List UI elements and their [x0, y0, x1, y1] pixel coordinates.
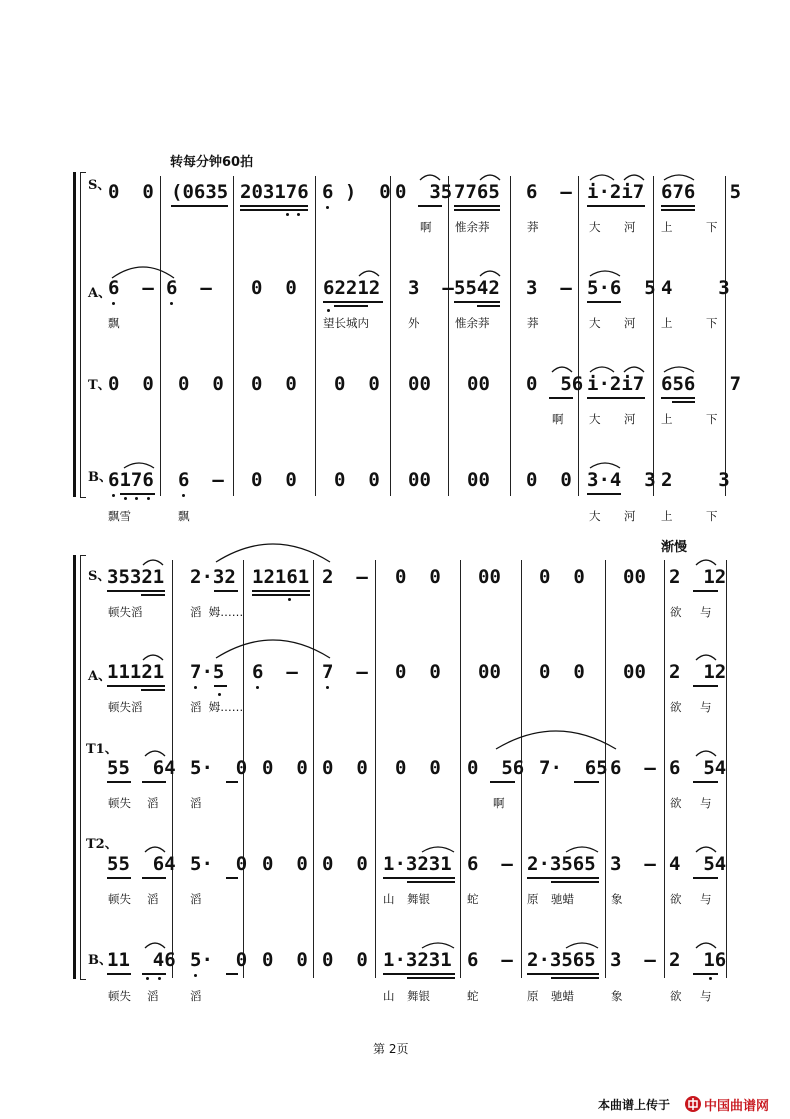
lyric: 惟余莽: [455, 220, 490, 234]
note-cell: 0 0: [262, 853, 308, 875]
slur: [494, 727, 618, 751]
barline: [375, 560, 376, 978]
underline: [661, 205, 695, 207]
note-cell: 0 0: [108, 373, 154, 395]
underline: [551, 881, 599, 883]
low-dot: [147, 497, 150, 500]
low-dot: [297, 213, 300, 216]
underline: [527, 973, 599, 975]
note-cell: 7·5: [190, 661, 225, 683]
part-label-tenor-1: T1、: [86, 742, 118, 757]
slur: [550, 362, 574, 374]
note-cell: 00: [623, 566, 646, 588]
lyric: 山: [383, 892, 395, 906]
lyric: 舞银: [407, 989, 430, 1003]
note-cell: 0 0: [251, 469, 297, 491]
lyric: 飘: [178, 509, 190, 523]
slur: [418, 170, 442, 182]
slur: [588, 458, 622, 470]
lyric: 飘雪: [108, 509, 131, 523]
underline: [141, 689, 165, 691]
note-cell: 0 0: [251, 373, 297, 395]
upload-note: 本曲谱上传于: [598, 1098, 671, 1112]
note-cell: 0 0: [322, 949, 368, 971]
underline: [418, 205, 442, 207]
slur: [357, 266, 381, 278]
note-cell: 0 0: [539, 661, 585, 683]
underline: [661, 397, 695, 399]
note-cell: 5·6 5: [587, 277, 656, 299]
tempo-mark-ritardando: 渐慢: [661, 540, 688, 555]
barline: [390, 176, 391, 496]
underline: [527, 877, 599, 879]
lyric: 滔 姆……: [190, 605, 244, 619]
slur: [694, 650, 718, 662]
note-cell: 7· 65: [539, 757, 608, 779]
slur: [478, 266, 502, 278]
slur: [694, 555, 718, 567]
barline: [160, 176, 161, 496]
note-cell: 0 0: [395, 757, 441, 779]
lyric: 河: [624, 509, 636, 523]
lyric: 滔: [190, 796, 202, 810]
site-logo: [684, 1094, 788, 1114]
underline: [120, 493, 155, 495]
underline: [226, 973, 238, 975]
slur: [622, 170, 646, 182]
note-cell: 35321: [107, 566, 165, 588]
slur: [694, 842, 718, 854]
underline: [214, 685, 227, 687]
low-dot: [182, 494, 185, 497]
underline: [107, 877, 131, 879]
underline: [252, 590, 310, 592]
underline: [171, 205, 228, 207]
slur: [122, 458, 156, 470]
note-cell: 5· 0: [190, 757, 248, 779]
lyric: 上: [661, 509, 673, 523]
note-cell: 6 –: [108, 277, 154, 299]
slur: [588, 362, 616, 374]
slur: [564, 842, 600, 854]
lyric: 莽: [527, 316, 539, 330]
note-cell: 676 5: [661, 181, 742, 203]
low-dot: [124, 497, 127, 500]
note-cell: (0635: [171, 181, 229, 203]
underline: [252, 594, 310, 596]
lyric: 与: [700, 892, 712, 906]
lyric: 舞银: [407, 892, 430, 906]
note-cell: 7765: [454, 181, 500, 203]
underline: [551, 977, 599, 979]
low-dot: [135, 497, 138, 500]
underline: [672, 401, 695, 403]
barline: [448, 176, 449, 496]
underline: [142, 973, 166, 975]
system-1-brace-line: [73, 172, 76, 497]
underline: [407, 881, 455, 883]
lyric: 欲: [670, 892, 682, 906]
barline: [233, 176, 234, 496]
note-cell: 203176: [240, 181, 309, 203]
underline: [693, 973, 718, 975]
underline: [383, 877, 455, 879]
lyric: 与: [700, 989, 712, 1003]
part-label-alto: A、: [88, 669, 112, 684]
lyric: 下: [706, 509, 718, 523]
low-dot: [288, 598, 291, 601]
note-cell: 6 –: [467, 853, 513, 875]
lyric: 顿失滔: [108, 605, 143, 619]
barline: [460, 560, 461, 978]
underline: [142, 877, 166, 879]
note-cell: 0 0: [108, 181, 154, 203]
part-label-bass: B、: [88, 953, 112, 968]
system-2-bracket: [80, 555, 86, 980]
lyric: 大: [589, 220, 601, 234]
note-cell: 3 –: [526, 277, 572, 299]
lyric: 啊: [493, 796, 505, 810]
lyric: 大: [589, 412, 601, 426]
note-cell: 0 0: [262, 949, 308, 971]
lyric: 啊: [420, 220, 432, 234]
underline: [107, 590, 165, 592]
note-cell: 6 –: [252, 661, 298, 683]
note-cell: 3 –: [610, 949, 656, 971]
note-cell: 0 0: [334, 373, 380, 395]
low-dot: [327, 309, 330, 312]
note-cell: 6 –: [166, 277, 212, 299]
slur: [564, 938, 600, 950]
lyric: 飘: [108, 316, 120, 330]
underline: [240, 205, 308, 207]
underline: [587, 493, 621, 495]
note-cell: 3 –: [408, 277, 454, 299]
lyric: 望长城内: [323, 316, 369, 330]
underline: [454, 209, 500, 211]
lyric: 大: [589, 316, 601, 330]
underline: [587, 205, 645, 207]
note-cell: 1·3231: [383, 853, 452, 875]
logo-text: 中国曲谱网: [704, 1098, 770, 1114]
note-cell: 11121: [107, 661, 165, 683]
underline: [142, 781, 166, 783]
note-cell: 5· 0: [190, 853, 248, 875]
lyric: 欲: [670, 796, 682, 810]
low-dot: [112, 302, 115, 305]
note-cell: 2·3565: [527, 853, 596, 875]
barline: [510, 176, 511, 496]
system-1-bracket: [80, 172, 86, 498]
underline: [693, 877, 718, 879]
note-cell: 4 54: [669, 853, 727, 875]
part-label-alto: A、: [88, 286, 112, 301]
lyric: 上: [661, 412, 673, 426]
barline: [578, 176, 579, 496]
lyric: 滔 姆……: [190, 700, 244, 714]
slur: [143, 938, 167, 950]
slur: [141, 650, 165, 662]
lyric: 象: [611, 989, 623, 1003]
underline: [549, 397, 573, 399]
underline: [214, 590, 238, 592]
note-cell: 00: [478, 661, 501, 683]
lyric: 大: [589, 509, 601, 523]
underline: [693, 685, 718, 687]
lyric: 山: [383, 989, 395, 1003]
note-cell: 6 ) 0: [322, 181, 391, 203]
underline: [107, 685, 165, 687]
underline: [693, 590, 718, 592]
underline: [141, 594, 165, 596]
slur: [662, 170, 696, 182]
underline: [454, 205, 500, 207]
slur: [694, 746, 718, 758]
note-cell: 0 0: [322, 757, 368, 779]
low-dot: [326, 686, 329, 689]
underline: [407, 977, 455, 979]
low-dot: [218, 693, 221, 696]
lyric: 下: [706, 220, 718, 234]
note-cell: 6176: [108, 469, 154, 491]
note-cell: 6 54: [669, 757, 727, 779]
slur: [588, 170, 616, 182]
lyric: 滔: [190, 892, 202, 906]
lyric: 蛇: [467, 989, 479, 1003]
note-cell: 0 0: [395, 661, 441, 683]
note-cell: 00: [623, 661, 646, 683]
slur: [478, 170, 502, 182]
part-label-tenor: T、: [88, 378, 111, 393]
underline: [107, 973, 131, 975]
note-cell: 0 56: [467, 757, 525, 779]
underline: [574, 781, 599, 783]
logo-icon: [684, 1095, 702, 1113]
note-cell: 6 –: [610, 757, 656, 779]
note-cell: 00: [467, 373, 490, 395]
note-cell: 00: [478, 566, 501, 588]
slur: [588, 266, 622, 278]
underline: [693, 781, 718, 783]
lyric: 蛇: [467, 892, 479, 906]
lyric: 惟余莽: [455, 316, 490, 330]
lyric: 顿失滔: [108, 700, 143, 714]
note-cell: 5· 0: [190, 949, 248, 971]
barline: [725, 176, 726, 496]
lyric: 欲: [670, 605, 682, 619]
lyric: 顿失: [108, 796, 131, 810]
slur: [420, 938, 456, 950]
low-dot: [146, 977, 149, 980]
barline: [653, 176, 654, 496]
lyric: 河: [624, 412, 636, 426]
lyric: 驰蜡: [551, 892, 574, 906]
lyric: 上: [661, 220, 673, 234]
lyric: 啊: [552, 412, 564, 426]
note-cell: 0 0: [334, 469, 380, 491]
note-cell: 3 –: [610, 853, 656, 875]
note-cell: 2·3565: [527, 949, 596, 971]
slur: [420, 842, 456, 854]
slur: [110, 262, 176, 280]
barline: [664, 560, 665, 978]
low-dot: [112, 494, 115, 497]
note-cell: 00: [467, 469, 490, 491]
barline: [315, 176, 316, 496]
note-cell: 0 0: [395, 566, 441, 588]
lyric: 莽: [527, 220, 539, 234]
underline: [587, 397, 645, 399]
underline: [661, 209, 695, 211]
low-dot: [286, 213, 289, 216]
underline: [323, 301, 383, 303]
note-cell: 2 12: [669, 661, 727, 683]
lyric: 象: [611, 892, 623, 906]
lyric: 顿失: [108, 892, 131, 906]
low-dot: [194, 974, 197, 977]
note-cell: 55 64: [107, 853, 176, 875]
low-dot: [326, 206, 329, 209]
lyric: 原: [527, 892, 539, 906]
note-cell: 0 0: [262, 757, 308, 779]
slur: [662, 362, 696, 374]
slur: [622, 362, 646, 374]
note-cell: 6 –: [526, 181, 572, 203]
note-cell: 3·4 3: [587, 469, 656, 491]
part-label-tenor-2: T2、: [86, 837, 118, 852]
lyric: 原: [527, 989, 539, 1003]
lyric: 上: [661, 316, 673, 330]
part-label-bass: B、: [88, 470, 112, 485]
barline: [313, 560, 314, 978]
lyric: 下: [706, 412, 718, 426]
slur: [143, 746, 167, 758]
note-cell: 0 0: [539, 566, 585, 588]
note-cell: 2 –: [322, 566, 368, 588]
note-cell: 7 –: [322, 661, 368, 683]
note-cell: 2 16: [669, 949, 727, 971]
note-cell: 1·3231: [383, 949, 452, 971]
low-dot: [709, 977, 712, 980]
page-number: 第 2页: [373, 1042, 409, 1056]
underline: [454, 301, 500, 303]
note-cell: 0 0: [322, 853, 368, 875]
note-cell: 5542: [454, 277, 500, 299]
underline: [226, 877, 238, 879]
low-dot: [170, 302, 173, 305]
slur: [214, 636, 332, 660]
lyric: 欲: [670, 700, 682, 714]
lyric: 顿失: [108, 989, 131, 1003]
lyric: 与: [700, 605, 712, 619]
tempo-mark-60: 转每分钟60拍: [170, 155, 254, 170]
slur: [141, 555, 165, 567]
underline: [107, 781, 131, 783]
underline: [383, 973, 455, 975]
note-cell: 55 64: [107, 757, 176, 779]
note-cell: 6 –: [178, 469, 224, 491]
low-dot: [194, 686, 197, 689]
lyric: 滔: [147, 796, 159, 810]
note-cell: 2 3: [661, 469, 730, 491]
lyric: 外: [408, 316, 420, 330]
underline: [490, 781, 515, 783]
note-cell: i·2i7: [587, 373, 645, 395]
lyric: 与: [700, 700, 712, 714]
lyric: 滔: [147, 989, 159, 1003]
slur: [694, 938, 718, 950]
note-cell: 0 35: [395, 181, 453, 203]
lyric: 欲: [670, 989, 682, 1003]
note-cell: 0 0: [526, 469, 572, 491]
note-cell: 12161: [252, 566, 310, 588]
lyric: 滔: [190, 989, 202, 1003]
part-label-soprano: S、: [88, 569, 111, 584]
lyric: 滔: [147, 892, 159, 906]
underline: [477, 305, 500, 307]
note-cell: 0 0: [251, 277, 297, 299]
note-cell: 6 –: [467, 949, 513, 971]
lyric: 驰蜡: [551, 989, 574, 1003]
note-cell: 00: [408, 469, 431, 491]
underline: [240, 209, 308, 211]
note-cell: i·2i7: [587, 181, 645, 203]
note-cell: 11 46: [107, 949, 176, 971]
note-cell: 4 3: [661, 277, 730, 299]
note-cell: 2·32: [190, 566, 236, 588]
slur: [143, 842, 167, 854]
note-cell: 656 7: [661, 373, 742, 395]
system-2-brace-line: [73, 555, 76, 979]
lyric: 河: [624, 220, 636, 234]
note-cell: 62212: [323, 277, 381, 299]
note-cell: 2 12: [669, 566, 727, 588]
underline: [587, 301, 621, 303]
underline: [226, 781, 238, 783]
note-cell: 00: [408, 373, 431, 395]
slur: [214, 540, 332, 564]
low-dot: [158, 977, 161, 980]
lyric: 河: [624, 316, 636, 330]
note-cell: 0 56: [526, 373, 584, 395]
note-cell: 0 0: [178, 373, 224, 395]
lyric: 下: [706, 316, 718, 330]
low-dot: [256, 686, 259, 689]
lyric: 与: [700, 796, 712, 810]
underline: [334, 305, 368, 307]
part-label-soprano: S、: [88, 178, 111, 193]
